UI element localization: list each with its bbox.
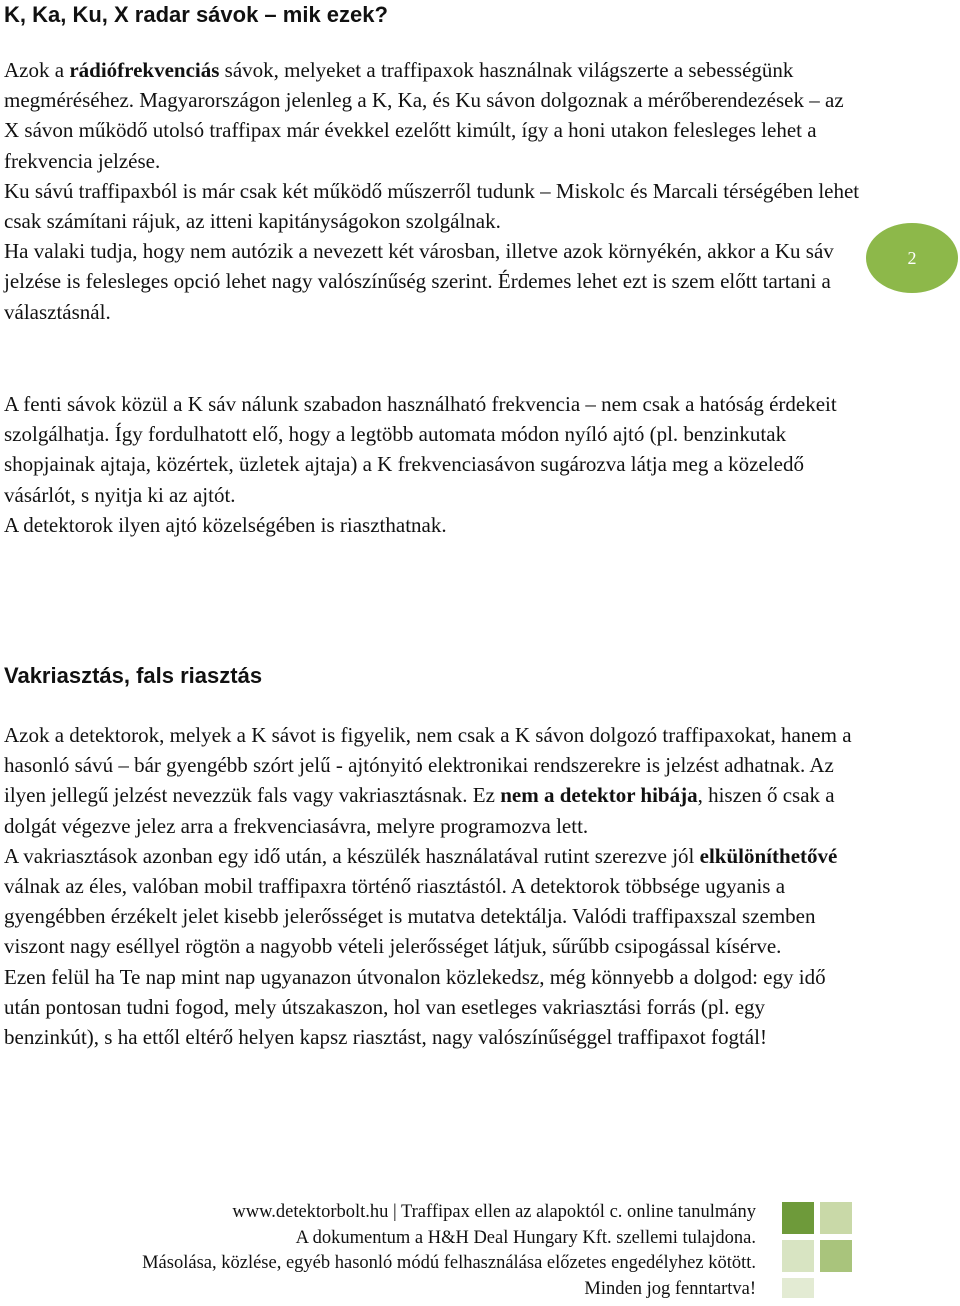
text-run: válnak az éles, valóban mobil traffipaxra történő riasztástól. A detektorok többsége ugyanis a gyengébben érzékelt jelet kisebb jelerősséget is mutatva detektálja. Valódi traffipaxszal szemben viszont nagy eséllyel rögtön a nagyobb vételi jelerősséget látjuk, sűrűbb csipogással kísérve. Ezen felül ha Te nap mint nap ugyanazon útvonalon közlekedsz, még könnyebb a dolgod: egy idő után pontosan tudni fogod, mely útszakaszon, hol van esetleges vakriasztási forrás (pl. egy benzinkút), s ha ettől eltérő helyen kapsz riasztást, nagy valószínűséggel traffipaxot fogtál! [4,874,826,1050]
logo-square [782,1240,814,1272]
text-run: sávok, melyeket a traffipaxok használnak világszerte a sebességünk megméréséhez. Magyarországon jelenleg a K, Ka, és Ku sávon dolgoznak a mérőberendezések – az X sávon működő utolsó traffipax már évekkel ezelőtt kimúlt, így a honi utakon felesleges lehet a frekvencia jelzése. Ku sávú traffipaxból is már csak két működő műszerről tudunk – Miskolc és Marcali térségében lehet csak számítani rájuk, az itteni kapitányságokon szolgálnak. Ha valaki tudja, hogy nem autózik a nevezett két városban, illetve azok környékén, akkor a Ku sáv jelzése is felesleges opció lehet nagy valószínűség szerint. Érdemes lehet ezt is szem előtt tartani a választásnál. [4,58,860,324]
logo-square [820,1202,852,1234]
footer-line: Minden jog fenntartva! [584,1278,756,1299]
text-run: Azok a detektorok, melyek a K sávot is figyelik, nem csak a K sávon dolgozó traffipaxokat, hanem a hasonló sávú – bár gyengébb szórt jelű - ajtónyitó elektronikai rendszerekre is jelzést adhatnak. Az ilyen jellegű jelzést nevezzük fals vagy vakriasztásnak. Ez [4,723,852,808]
paragraph-k-band-doors: A fenti sávok közül a K sáv nálunk szabadon használható frekvencia – nem csak a hatóság érdekeit szolgálhatja. Így fordulhatott elő, hogy a legtöbb automata módon nyíló ajtó (pl. benzinkutak shopjainak ajtaja, közértek, üzletek ajtaja) a K frekvenciasávon sugározva látja meg a közeledő vásárlót, s nyitja ki az ajtót. A detektorok ilyen ajtó közelségében is riaszthatnak. [4,392,837,537]
text-run-bold: rádiófrekvenciás [69,58,220,82]
footer-line: www.detektorbolt.hu | Traffipax ellen az alapoktól c. online tanulmány [232,1202,756,1222]
page-number-badge: 2 [866,223,958,293]
text-run-bold: elkülöníthetővé [699,843,838,868]
text-run: Azok a [4,58,70,82]
logo-square [820,1240,852,1272]
logo-square [782,1202,814,1234]
logo-square [782,1278,814,1298]
text-run: , hiszen ő csak a dolgát végezve jelez arra a frekvenciasávra, melyre programozva lett. A vakriasztások azonban egy idő után, a készülék használatával rutint szerezve jól [4,783,835,868]
text-run-bold: nem a detektor hibája [500,783,698,808]
section-title-radar-bands: K, Ka, Ku, X radar sávok – mik ezek? [4,2,388,27]
footer-line: A dokumentum a H&H Deal Hungary Kft. szellemi tulajdona. [295,1227,756,1248]
section-title-false-alarm: Vakriasztás, fals riasztás [4,663,263,688]
footer-line: Másolása, közlése, egyéb hasonló módú felhasználása előzetes engedélyhez kötött. [142,1253,756,1273]
paragraph-radar-bands [4,55,860,327]
page-footer [0,1200,756,1302]
company-logo [776,1196,856,1300]
paragraph-false-alarm [4,720,860,1052]
